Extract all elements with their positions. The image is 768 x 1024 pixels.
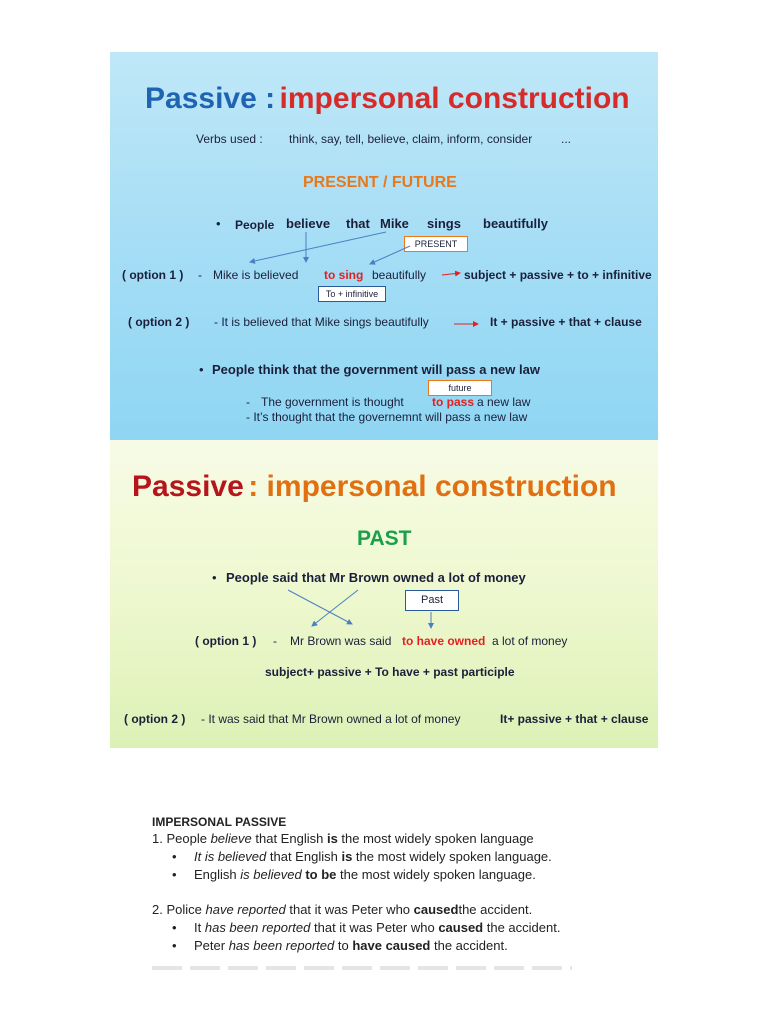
ex1-believe: believe [286,216,331,231]
past-example: People said that Mr Brown owned a lot of money [226,570,526,585]
option1-label: ( option 1 ) [122,268,184,282]
doc-item-2-verb: have reported [205,902,286,917]
section-past: PAST [357,527,412,550]
slide1-title-impersonal: impersonal construction [279,82,630,115]
example-2-to-pass: to pass [432,395,475,409]
ex1-people: People [235,218,275,232]
doc-item-1-bullet-1: • It is believed that English is the most widely spoken language. [172,849,552,864]
past-option1-text: Mr Brown was said [290,634,392,648]
option1-dash: - [198,268,202,282]
example-2-line2: - It’s thought that the governemnt will pass a new law [246,410,528,424]
past-rule: subject+ passive + To have + past participle [265,665,515,679]
ex1-sings: sings [427,216,461,231]
doc-item-1-bold: is [326,831,338,846]
section-present-future: PRESENT / FUTURE [303,174,457,191]
doc-item-1-verb: believe [210,831,252,846]
slide1-title [145,82,630,116]
example-2-line1: The government is thought [261,395,404,409]
option1-beautifully: beautifully [372,268,427,282]
verbs-used-list: think, say, tell, believe, claim, inform, consider [289,132,533,146]
option2-rule: It + passive + that + clause [490,315,642,329]
doc-item-2-bullet-1: • It has been reported that it was Peter who caused the accident. [172,920,561,935]
doc-item-2-bold: caused [413,902,459,917]
option2-text: - It is believed that Mike sings beautifully [214,315,429,329]
verbs-used-label: Verbs used : [196,132,263,146]
past-option1-label: ( option 1 ) [195,634,257,648]
verbs-ellipsis: ... [561,132,572,146]
slide2-title [132,470,617,504]
bullet: • [216,216,221,231]
past-option1-to-have-owned: to have owned [402,634,486,648]
past-box: Past [405,590,459,611]
doc-item-1-bullet-2: • English is believed to be the most widely spoken language. [172,867,536,882]
present-box: PRESENT [404,236,468,252]
doc-item-2 [152,902,532,917]
doc-item-2-rest-b: the accident. [458,902,533,917]
past-example-bullet: • [212,570,217,585]
doc-item-2-rest-a: that it was Peter who [289,902,411,917]
doc-heading: IMPERSONAL PASSIVE [152,815,287,829]
infinitive-box: To + infinitive [318,286,386,302]
example-2-bullet: • [199,362,204,377]
past-option1-dash: - [273,634,277,648]
ex1-beautifully: beautifully [483,216,549,231]
past-option2-text: - It was said that Mr Brown owned a lot of money [201,712,461,726]
slide1-title-passive: Passive : [145,82,276,115]
option1-to-sing: to sing [324,268,364,282]
doc-item-2-num: 2. Police [152,902,202,917]
past-option2-rule: It+ passive + that + clause [500,712,649,726]
option1-text: Mike is believed [213,268,299,282]
faded-text-line [152,966,572,970]
slide2-title-passive: Passive [132,470,244,503]
option1-rule: subject + passive + to + infinitive [464,268,652,282]
doc-item-1 [152,831,534,846]
doc-item-1-rest-b: the most widely spoken language [341,831,534,846]
past-option1-money: a lot of money [492,634,568,648]
doc-item-1-num: 1. People [152,831,207,846]
example-2: People think that the government will pass a new law [212,362,540,377]
option2-label: ( option 2 ) [128,315,190,329]
past-option2-label: ( option 2 ) [124,712,186,726]
example-1 [216,216,221,231]
slide2-title-impersonal: : impersonal construction [248,470,617,503]
doc-item-1-rest-a: that English [255,831,324,846]
future-box: future [428,380,492,396]
example-2-line1-dash: - [246,395,250,409]
example-2-new-law: a new law [477,395,531,409]
ex1-that: that [346,216,370,231]
ex1-mike: Mike [380,216,409,231]
doc-item-2-bullet-2: • Peter has been reported to have caused the accident. [172,938,508,953]
